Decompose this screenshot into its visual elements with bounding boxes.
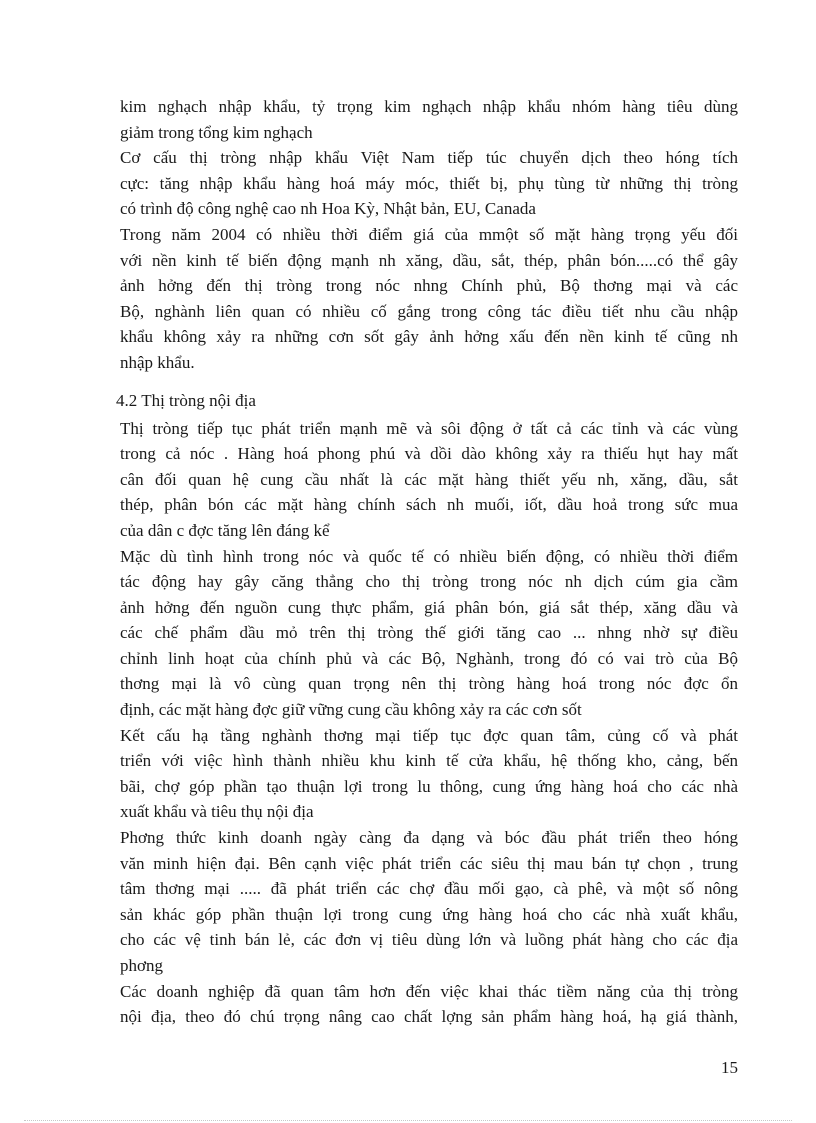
text-line: Cơ cấu thị tròng nhập khẩu Việt Nam tiếp túc chuyển dịch theo hóng tích (120, 148, 738, 168)
text-line: có trình độ công nghệ cao nh Hoa Kỳ, Nhật bản, EU, Canada (120, 199, 536, 219)
text-line: Kết cấu hạ tầng nghành thơng mại tiếp tục đợc quan tâm, củng cố và phát (120, 725, 738, 745)
text-line: nhập khẩu. (120, 352, 195, 372)
text-line: Các doanh nghiệp đã quan tâm hơn đến việc khai thác tiềm năng của thị tròng (120, 981, 738, 1001)
text-line: tâm thơng mại ..... đã phát triển các chợ đầu mối gạo, cà phê, và một số nông (120, 879, 738, 899)
text-line: phơng (120, 956, 163, 975)
paragraph-infrastructure (120, 723, 738, 825)
text-line: định, các mặt hàng đợc giữ vững cung cầu không xảy ra các cơn sốt (120, 700, 582, 720)
text-line: thơng mại là vô cùng quan trọng nên thị tròng hàng hoá trong nóc đợc ổn (120, 674, 738, 694)
section-heading-domestic-market: 4.2 Thị tròng nội địa (116, 390, 256, 410)
paragraph-import-market-structure (120, 145, 738, 222)
text-line: kim nghạch nhập khẩu, tỷ trọng kim nghạch nhập khẩu nhóm hàng tiêu dùng (120, 97, 738, 116)
text-line: Trong năm 2004 có nhiều thời điểm giá của mmột số mặt hàng trọng yếu đối (120, 224, 738, 244)
text-line: trong cả nóc . Hàng hoá phong phú và dồi dào không xảy ra thiếu hụt hay mất (120, 444, 738, 464)
text-line: cực: tăng nhập khẩu hàng hoá máy móc, thiết bị, phụ tùng từ những thị tròng (120, 173, 738, 193)
paragraph-price-volatility (120, 222, 738, 376)
paragraph-market-stability (120, 544, 738, 723)
text-line: giảm trong tổng kim nghạch (120, 122, 313, 142)
page-number: 15 (721, 1058, 738, 1077)
text-line: tác động hay gây căng thẳng cho thị tròng trong nóc nh dịch cúm gia cầm (120, 572, 738, 592)
text-line: nội địa, theo đó chú trọng nâng cao chất lợng sản phẩm hàng hoá, hạ giá thành, (120, 1007, 738, 1027)
page-bottom-divider (24, 1120, 792, 1121)
text-line: Thị tròng tiếp tục phát triển mạnh mẽ và sôi động ở tất cả các tỉnh và các vùng (120, 418, 738, 438)
text-line: ảnh hởng đến thị tròng trong nóc nhng Chính phủ, Bộ thơng mại và các (120, 276, 738, 296)
text-line: thép, phân bón các mặt hàng chính sách nh muối, iốt, dầu hoả trong sức mua (120, 495, 738, 515)
text-line: sản khác góp phần thuận lợi trong cung ứng hàng hoá cho các nhà xuất khẩu, (120, 904, 738, 924)
text-line: bãi, chợ góp phần tạo thuận lợi trong lu thông, cung ứng hàng hoá cho các nhà (120, 776, 738, 796)
text-line: khẩu không xảy ra những cơn sốt gây ảnh hởng xấu đến nền kinh tế cũng nh (120, 327, 738, 347)
page-body (116, 94, 738, 1030)
paragraph-domestic-growth (120, 416, 738, 544)
text-line: Phơng thức kinh doanh ngày càng đa dạng và bóc đầu phát triển theo hóng (120, 828, 738, 848)
text-line: của dân c đợc tăng lên đáng kể (120, 520, 330, 540)
text-line: Mặc dù tình hình trong nóc và quốc tế có nhiều biến động, có nhiều thời điểm (120, 546, 738, 566)
text-line: với nền kinh tế biến động mạnh nh xăng, dầu, sắt, thép, phân bón.....có thể gây (120, 250, 738, 270)
text-line: cân đối quan hệ cung cầu nhất là các mặt hàng thiết yếu nh, xăng, dầu, sắt (120, 469, 738, 489)
text-line: ảnh hởng đến nguồn cung thực phẩm, giá phân bón, giá sắt thép, xăng dầu và (120, 597, 738, 617)
paragraph-import-share (120, 94, 738, 145)
text-line: triển với việc hình thành nhiều khu kinh tế cửa khẩu, hệ thống kho, cảng, bến (120, 751, 738, 771)
text-line: các chế phẩm dầu mỏ trên thị tròng thế giới tăng cao ... nhng nhờ sự điều (120, 623, 738, 643)
text-line: văn minh hiện đại. Bên cạnh việc phát triển các siêu thị mau bán tự chọn , trung (120, 853, 738, 873)
text-line: xuất khẩu và tiêu thụ nội địa (120, 802, 314, 822)
text-line: cho các vệ tinh bán lẻ, các đơn vị tiêu dùng lớn và luồng phát hàng cho các địa (120, 930, 738, 950)
text-line: Bộ, nghành liên quan có nhiều cố gắng trong công tác điều tiết nhu cầu nhập (120, 301, 738, 321)
paragraph-enterprises (120, 979, 738, 1030)
text-line: chỉnh linh hoạt của chính phủ và các Bộ, Nghành, trong đó có vai trò của Bộ (120, 648, 738, 668)
paragraph-business-methods (120, 825, 738, 979)
